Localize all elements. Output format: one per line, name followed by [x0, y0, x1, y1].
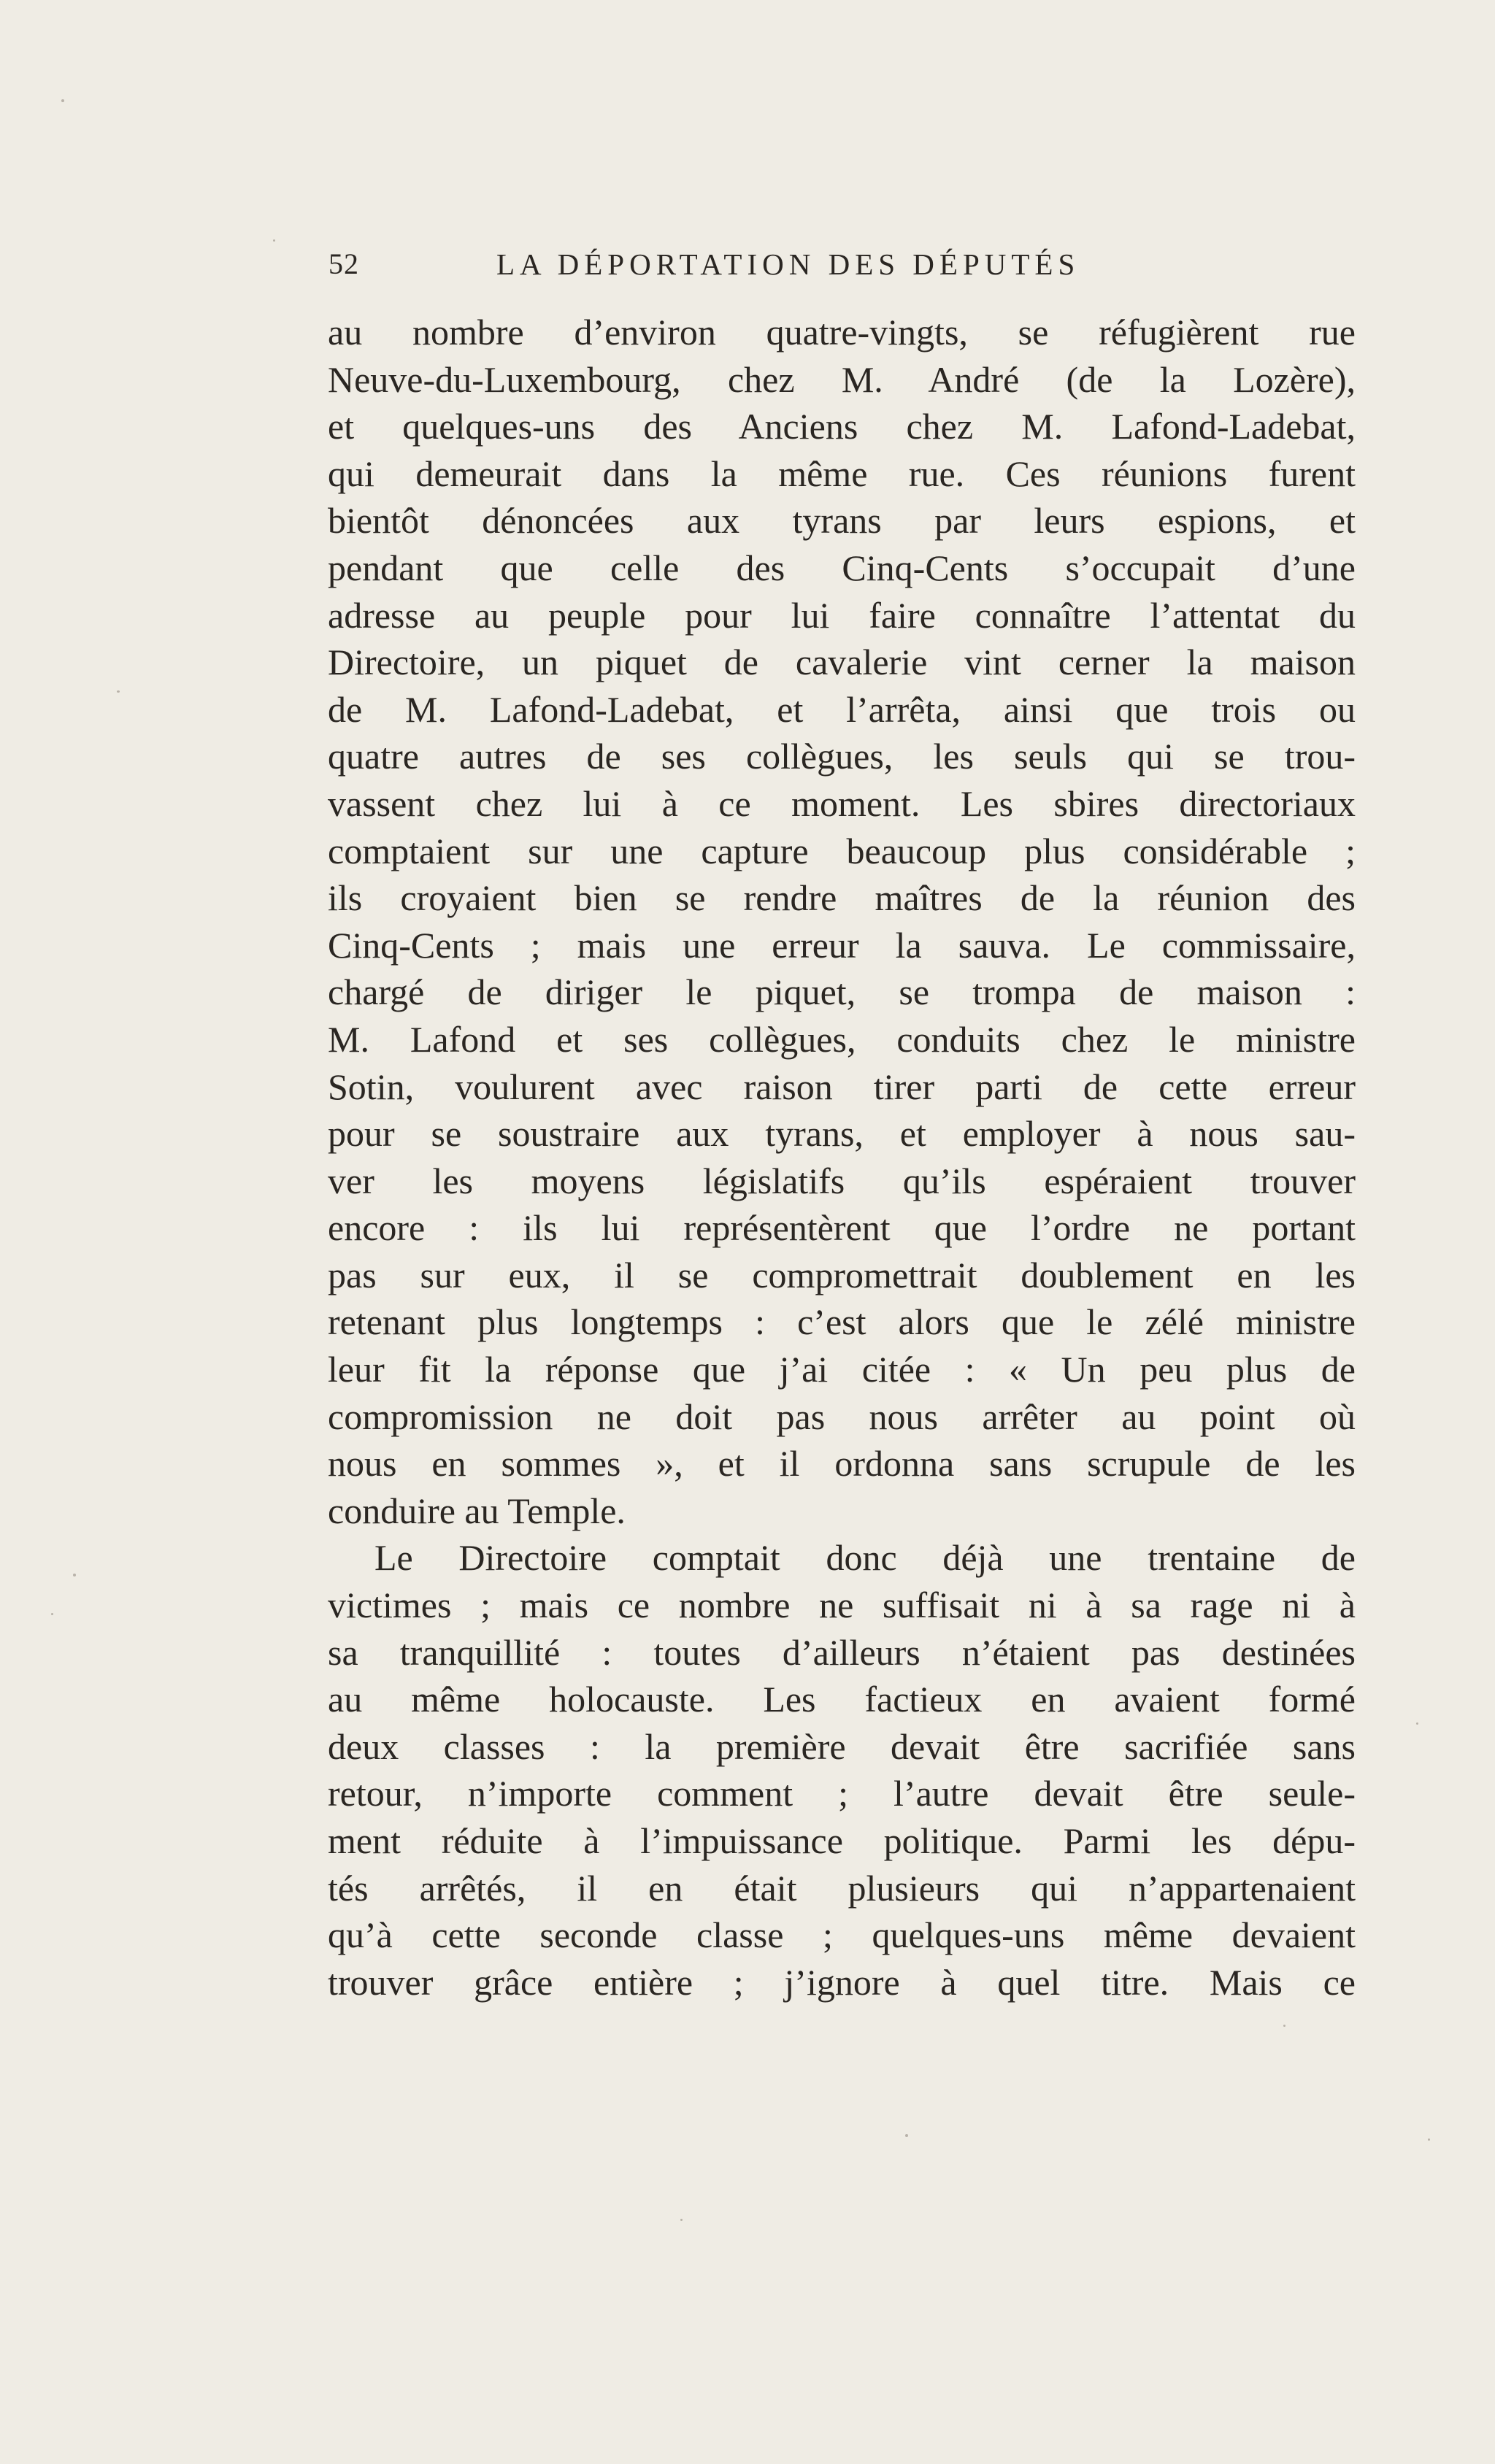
running-head	[328, 247, 1358, 290]
text-line: retour, n’importe comment ; l’autre devait être seule-	[328, 1773, 1356, 1814]
text-line: leur fit la réponse que j’ai citée : « Un peu plus de	[328, 1349, 1356, 1390]
text-line: vassent chez lui à ce moment. Les sbires directoriaux	[328, 782, 1356, 824]
text-line: nous en sommes », et il ordonna sans scrupule de les	[328, 1443, 1356, 1485]
paragraph-last-line: conduire au Temple.	[328, 1490, 626, 1531]
text-line: deux classes : la première devait être sacrifiée sans	[328, 1725, 1356, 1767]
text-line: Directoire, un piquet de cavalerie vint cerner la maison	[328, 642, 1356, 683]
text-line: victimes ; mais ce nombre ne suffisait ni à sa rage ni à	[328, 1585, 1356, 1626]
paragraph-first-line: Le Directoire comptait donc déjà une trentaine de	[374, 1537, 1356, 1579]
text-line: ment réduite à l’impuissance politique. Parmi les dépu-	[328, 1820, 1356, 1861]
paper-speck	[1283, 2025, 1285, 2027]
text-line: bientôt dénoncées aux tyrans par leurs espions, et	[328, 500, 1356, 542]
text-line: encore : ils lui représentèrent que l’ordre ne portant	[328, 1207, 1356, 1249]
text-line: Cinq-Cents ; mais une erreur la sauva. Le commissaire,	[328, 924, 1356, 966]
text-line: compromission ne doit pas nous arrêter au point où	[328, 1395, 1356, 1437]
text-line: pas sur eux, il se compromettrait doublement en les	[328, 1254, 1356, 1295]
text-line: qu’à cette seconde classe ; quelques-uns même devaient	[328, 1914, 1356, 1956]
text-line: retenant plus longtemps : c’est alors que le zélé ministre	[328, 1301, 1356, 1343]
text-line: pendant que celle des Cinq-Cents s’occupait d’une	[328, 547, 1356, 588]
text-line: comptaient sur une capture beaucoup plus considérable ;	[328, 830, 1356, 871]
text-line: Sotin, voulurent avec raison tirer parti de cette erreur	[328, 1066, 1356, 1107]
text-line: ils croyaient bien se rendre maîtres de la réunion des	[328, 877, 1356, 919]
paper-speck	[117, 690, 120, 693]
text-line: Neuve-du-Luxembourg, chez M. André (de la Lozère),	[328, 358, 1356, 400]
paper-speck	[73, 1574, 76, 1576]
paper-speck	[61, 99, 64, 102]
text-line: et quelques-uns des Anciens chez M. Lafond-Ladebat,	[328, 406, 1356, 447]
paper-speck	[1428, 2138, 1430, 2141]
running-title: LA DÉPORTATION DES DÉPUTÉS	[496, 247, 1080, 281]
paper-speck	[273, 239, 275, 242]
paper-speck	[51, 1613, 53, 1615]
text-line: tés arrêtés, il en était plusieurs qui n’appartenaient	[328, 1867, 1356, 1909]
text-line: chargé de diriger le piquet, se trompa de maison :	[328, 971, 1356, 1013]
text-line: quatre autres de ses collègues, les seuls qui se trou-	[328, 736, 1356, 777]
text-line: pour se soustraire aux tyrans, et employer à nous sau-	[328, 1113, 1356, 1155]
text-line: qui demeurait dans la même rue. Ces réunions furent	[328, 453, 1356, 494]
text-line: au même holocauste. Les factieux en avaient formé	[328, 1679, 1356, 1720]
paper-speck	[680, 2219, 683, 2221]
paper-speck	[1416, 1722, 1418, 1725]
paper-speck	[905, 2134, 908, 2137]
body-text	[328, 309, 1356, 2006]
text-line: sa tranquillité : toutes d’ailleurs n’étaient pas destinées	[328, 1631, 1356, 1673]
text-line: au nombre d’environ quatre-vingts, se réfugièrent rue	[328, 312, 1356, 353]
text-line: trouver grâce entière ; j’ignore à quel titre. Mais ce	[328, 1961, 1356, 2003]
text-line: M. Lafond et ses collègues, conduits chez le ministre	[328, 1018, 1356, 1060]
text-line: adresse au peuple pour lui faire connaître l’attentat du	[328, 594, 1356, 636]
page-number: 52	[328, 247, 359, 280]
text-line: de M. Lafond-Ladebat, et l’arrêta, ainsi que trois ou	[328, 688, 1356, 730]
text-line: ver les moyens législatifs qu’ils espéraient trouver	[328, 1160, 1356, 1201]
